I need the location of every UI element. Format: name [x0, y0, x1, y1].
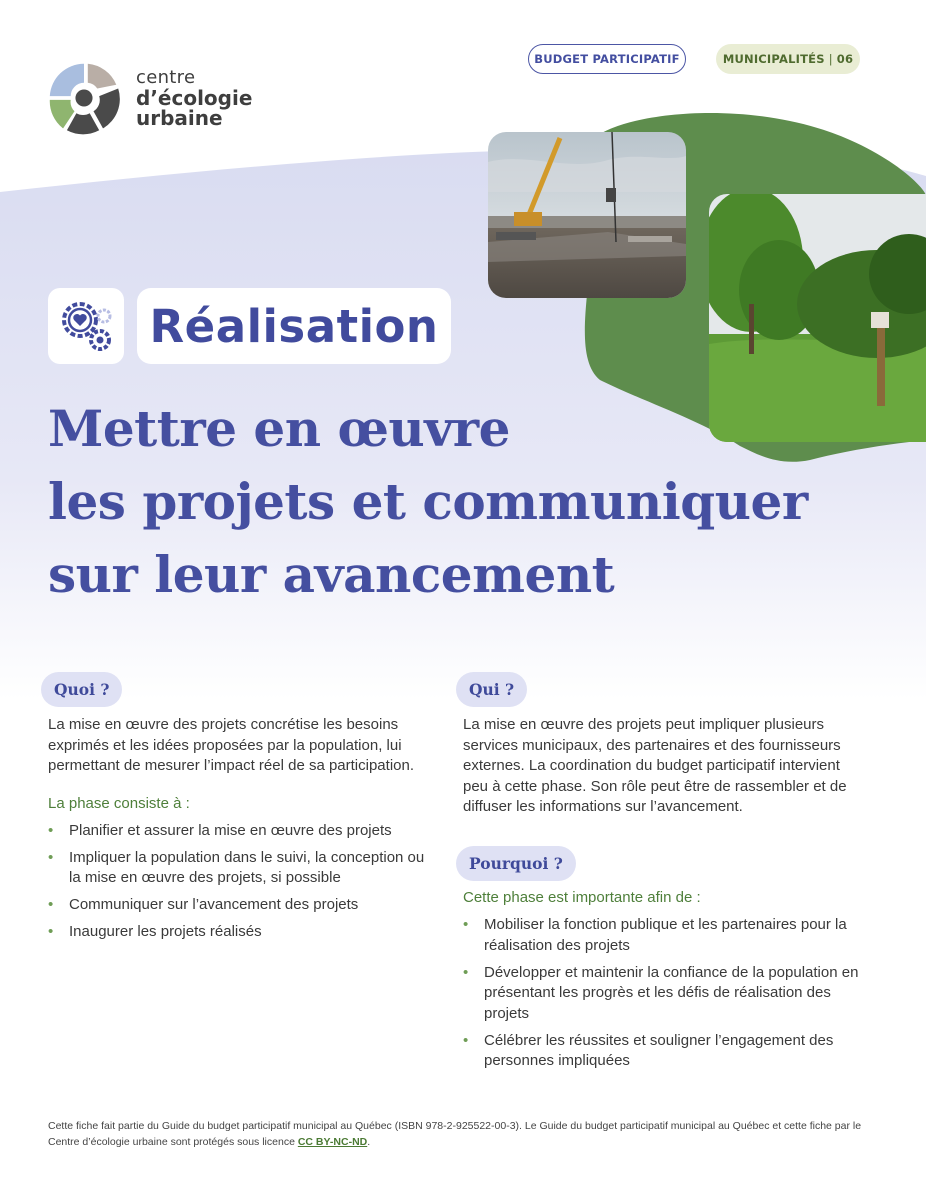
- quoi-tag: Quoi ?: [41, 672, 122, 707]
- logo-line-3: urbaine: [136, 106, 223, 130]
- pill-separator: |: [828, 52, 833, 66]
- bullet-icon: •: [463, 1031, 469, 1049]
- footer-end: .: [367, 1136, 371, 1148]
- pourquoi-section: [463, 846, 863, 1078]
- title-line-2: les projets et communiquer: [48, 472, 808, 531]
- pourquoi-bullet-list: [463, 915, 863, 1072]
- quoi-subheading: La phase consiste à :: [48, 794, 190, 812]
- list-item: • Planifier et assurer la mise en œuvre des projets: [48, 821, 438, 842]
- qui-text: La mise en œuvre des projets peut impliquer plusieurs services municipaux, des partenaires et des fournisseurs externes. La coordination du budget participatif intervient peu à cette phase. Son rôle peut être de rassembler et de diffuser les informations sur l’avancement.: [463, 716, 847, 815]
- list-item: • Communiquer sur l’avancement des projets: [48, 895, 438, 916]
- list-item: • Impliquer la population dans le suivi, la conception ou la mise en œuvre des projets, si possible: [48, 848, 425, 886]
- bullet-icon: •: [48, 821, 54, 839]
- list-item: • Développer et maintenir la confiance de la population en présentant les progrès et les défis de réalisation des projets: [463, 963, 859, 1022]
- budget-participatif-pill: BUDGET PARTICIPATIF: [528, 44, 686, 74]
- footer-notice: [48, 1118, 868, 1150]
- qui-tag: Qui ?: [456, 672, 527, 707]
- quoi-bullet-list: [48, 821, 438, 943]
- quoi-section: [48, 672, 438, 949]
- title-line-3: sur leur avancement: [48, 545, 615, 604]
- logo-line-2: d’écologie: [136, 86, 253, 110]
- quoi-text: La mise en œuvre des projets concrétise les besoins exprimés et les idées proposées par la population, lui permettant de mesurer l’impact réel de sa participation.: [48, 716, 415, 774]
- pourquoi-tag: Pourquoi ?: [456, 846, 576, 881]
- bullet-icon: •: [463, 916, 469, 933]
- municipalites-label: MUNICIPALITÉS: [722, 52, 825, 66]
- construction-photo: [488, 132, 686, 298]
- pourquoi-subheading: Cette phase est importante afin de :: [463, 889, 701, 906]
- list-item: • Inaugurer les projets réalisés: [48, 922, 438, 943]
- qui-section: [463, 672, 863, 818]
- gear-heart-icon-box: [48, 288, 124, 364]
- gears-heart-icon: [56, 296, 116, 356]
- list-item: • Mobiliser la fonction publique et les partenaires pour la réalisation des projets: [463, 916, 847, 954]
- logo-mark-icon: [46, 60, 122, 136]
- logo: [46, 60, 252, 136]
- bullet-icon: •: [48, 896, 54, 913]
- bullet-icon: •: [48, 923, 54, 940]
- section-label-box: [137, 288, 451, 364]
- footer-text: Cette fiche fait partie du Guide du budget participatif municipal au Québec (ISBN 978-2-925522-00-3). Le Guide du budget participatif municipal au Québec et cette fiche par le Centre d’écologie urbaine sont protégés sous licence: [48, 1120, 862, 1148]
- title-line-1: Mettre en œuvre: [48, 399, 510, 458]
- section-label: Réalisation: [149, 299, 439, 353]
- bullet-icon: •: [48, 848, 54, 866]
- bullet-icon: •: [463, 963, 469, 981]
- municipalites-pill: [716, 44, 860, 74]
- page-title: [48, 392, 908, 611]
- fiche-number: 06: [836, 52, 854, 66]
- logo-line-1: centre: [136, 67, 196, 88]
- list-item: • Célébrer les réussites et souligner l’engagement des personnes impliquées: [463, 1031, 834, 1069]
- license-link[interactable]: CC BY-NC-ND: [297, 1136, 368, 1148]
